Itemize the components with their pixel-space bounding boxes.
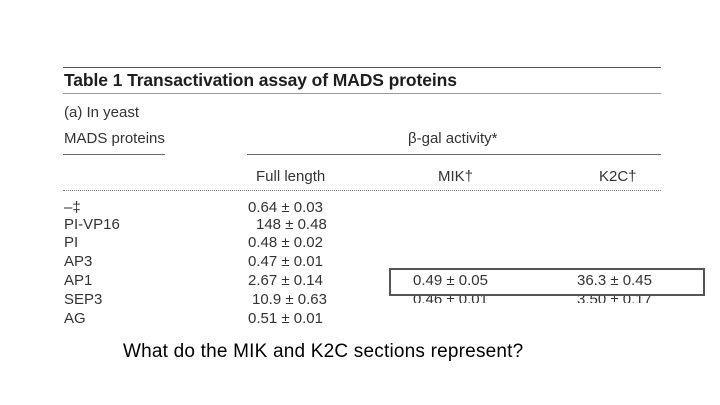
cell-mik: 0.49 ± 0.05 [413,272,488,289]
cell-full-length: 0.64 ± 0.03 [248,199,323,216]
header-dotted-rule [63,190,661,191]
column-header-k2c: K2C† [599,168,637,185]
cell-full-length: 0.47 ± 0.01 [248,253,323,270]
cell-mik: 0.46 ± 0.01 [413,291,488,303]
table-top-rule [63,67,661,68]
group-header: β-gal activity* [408,130,498,147]
row-name: PI [64,234,79,251]
section-label: (a) In yeast [64,104,140,121]
cell-full-length: 0.51 ± 0.01 [248,310,323,327]
row-name: SEP3 [64,291,103,308]
table-title: Table 1 Transactivation assay of MADS proteins [64,70,457,90]
cell-full-length: 10.9 ± 0.63 [252,291,327,308]
cell-full-length: 148 ± 0.48 [256,216,327,233]
cell-k2c: 36.3 ± 0.45 [577,272,652,289]
row-name: AP1 [64,272,93,289]
row-header-rule [63,154,165,155]
row-name: PI-VP16 [64,216,120,233]
group-header-rule [247,154,661,155]
cell-full-length: 2.67 ± 0.14 [248,272,323,289]
cell-full-length: 0.48 ± 0.02 [248,234,323,251]
highlight-box [389,268,705,296]
title-rule [63,93,661,94]
row-header: MADS proteins [64,130,165,147]
row-name: AP3 [64,253,93,270]
column-header-full-length: Full length [256,168,326,185]
row-name: –‡ [64,199,81,216]
question-caption: What do the MIK and K2C sections represent? [123,341,524,362]
column-header-mik: MIK† [438,168,474,185]
row-name: AG [64,310,86,327]
cell-k2c: 3.50 ± 0.17 [577,291,652,303]
